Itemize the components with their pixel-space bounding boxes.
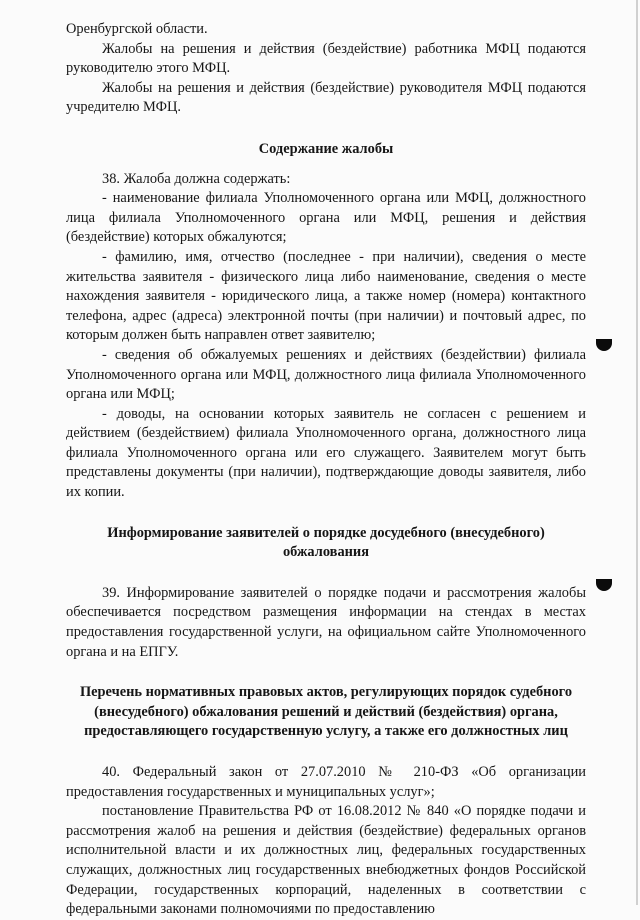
- paragraph-39: 39. Информирование заявителей о порядке подачи и рассмотрения жалобы обеспечивается посредством размещения информации на стендах в местах предоставления государственной услуги, на официальном сайте Уполномоченного органа и на ЕПГУ.: [66, 584, 586, 660]
- punch-hole-mark-bottom: [596, 579, 612, 591]
- list-item-applicant: - фамилию, имя, отчество (последнее - при наличии), сведения о месте жительства заявителя - физического лица либо наименование, сведения о месте нахождения заявителя - юридического лица, а также номер (номера) контактного телефона, адрес (адреса) электронной почты (при наличии) и почтовый адрес, по которым должен быть направлен ответ заявителю;: [66, 248, 586, 344]
- heading-informing: Информирование заявителей о порядке досудебного (внесудебного) обжалования: [107, 524, 545, 561]
- list-item-decisions: - сведения об обжалуемых решениях и действиях (бездействии) филиала Уполномоченного органа или МФЦ, должностного лица филиала Уполномоченного органа или МФЦ;: [66, 346, 586, 403]
- scan-edge: [636, 0, 638, 905]
- heading-complaint-content: Содержание жалобы: [258, 140, 394, 157]
- paragraph-40: 40. Федеральный закон от 27.07.2010 № 210-ФЗ «Об организации предоставления государственных и муниципальных услуг»;: [66, 764, 586, 800]
- heading-legal-acts: Перечень нормативных правовых актов, регулирующих порядок судебного (внесудебного) обжалования решений и действий (бездействия) органа, предоставляющего государственную услугу, а также его должностных лиц: [79, 684, 573, 740]
- paragraph-region-end: Оренбургской области.: [66, 21, 208, 37]
- paragraph-complaint-head: Жалобы на решения и действия (бездействие) руководителя МФЦ подаются учредителю МФЦ.: [66, 79, 586, 116]
- document-page: [66, 20, 586, 920]
- paragraph-38: 38. Жалоба должна содержать:: [102, 170, 291, 187]
- list-item-name: - наименование филиала Уполномоченного органа или МФЦ, должностного лица филиала Уполномоченного органа или МФЦ, решения и действия (бездействие) которых обжалуются;: [66, 190, 586, 246]
- paragraph-decree-840: постановление Правительства РФ от 16.08.2012 № 840 «О порядке подачи и рассмотрения жалоб на решения и действия (бездействие) федеральных органов исполнительной власти и их должностных лиц, федеральных государственных служащих, должностных лиц государственных внебюджетных фондов Российской Федерации, государственных корпораций, наделенных в соответствии с федеральными законами полномочиями по предоставлению: [66, 803, 586, 918]
- paragraph-complaint-employee: Жалобы на решения и действия (бездействие) работника МФЦ подаются руководителю этого МФЦ.: [66, 40, 586, 77]
- punch-hole-mark-top: [596, 339, 612, 351]
- list-item-arguments: - доводы, на основании которых заявитель не согласен с решением и действием (бездействием) филиала Уполномоченного органа, должностного лица филиала Уполномоченного органа или его служащего. Заявителем могут быть представлены документы (при наличии), подтверждающие доводы заявителя, либо их копии.: [66, 405, 586, 501]
